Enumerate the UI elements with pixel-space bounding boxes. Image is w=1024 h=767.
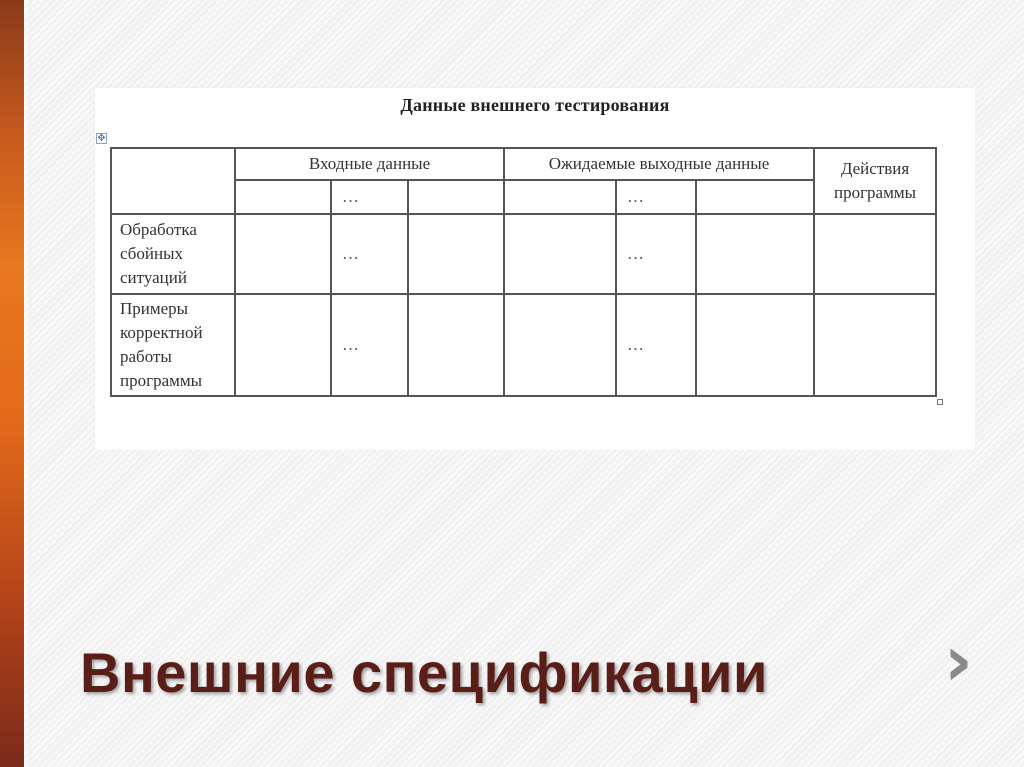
table-cell: [408, 180, 504, 214]
table-cell: [504, 294, 616, 396]
document-title: Данные внешнего тестирования: [400, 95, 670, 115]
row-label-failure-handling: Обработка сбойных ситуаций: [111, 214, 235, 294]
ellipsis-cell: …: [331, 294, 408, 396]
table-row: [111, 294, 936, 396]
ellipsis-cell: …: [331, 214, 408, 294]
table-cell: [696, 214, 814, 294]
row-label-correct-operation: Примеры корректной работы программы: [111, 294, 235, 396]
ellipsis-cell: …: [616, 214, 696, 294]
table-move-handle-icon[interactable]: ✥: [97, 133, 106, 144]
table-cell: [814, 294, 936, 396]
table-cell: [696, 294, 814, 396]
document-image: [95, 88, 975, 450]
table-cell: [504, 180, 616, 214]
accent-bar-edge: [24, 0, 27, 767]
table-cell: [696, 180, 814, 214]
ellipsis-cell: …: [616, 294, 696, 396]
ellipsis-cell: …: [616, 180, 696, 214]
next-slide-arrow-icon[interactable]: ›: [944, 620, 973, 702]
table-resize-handle[interactable]: [937, 399, 943, 405]
table-row: [111, 214, 936, 294]
slide-title: Внешние спецификации: [80, 641, 768, 704]
table-cell: [814, 214, 936, 294]
table-cell: [408, 214, 504, 294]
header-input-data: Входные данные: [235, 148, 504, 180]
header-program-actions: Действия программы: [814, 148, 936, 214]
testing-data-table: [110, 147, 937, 397]
ellipsis-cell: …: [331, 180, 408, 214]
table-cell: [235, 214, 331, 294]
header-expected-output: Ожидаемые выходные данные: [504, 148, 814, 180]
table-cell: [408, 294, 504, 396]
table-cell: [235, 294, 331, 396]
table-cell: [235, 180, 331, 214]
slide-accent-bar: [0, 0, 24, 767]
table-cell: [504, 214, 616, 294]
corner-cell: [111, 148, 235, 214]
